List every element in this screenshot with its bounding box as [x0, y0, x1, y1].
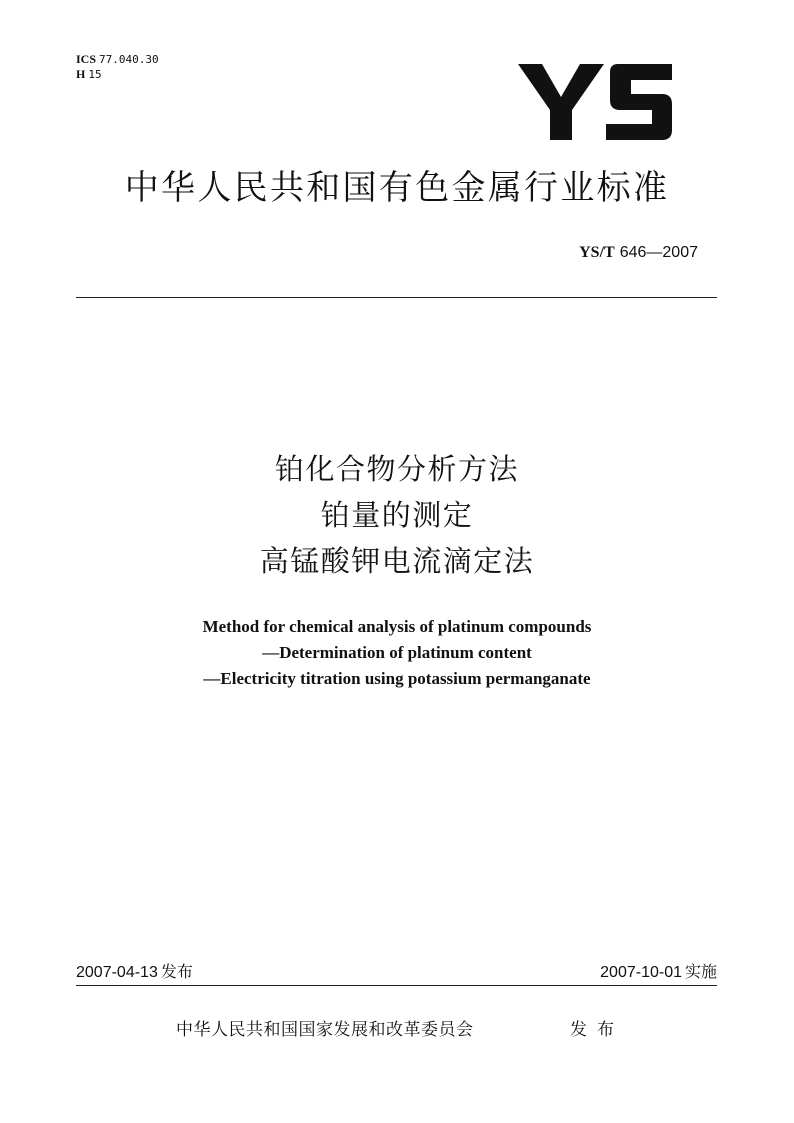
- implementation-date: [600, 962, 717, 983]
- issue-date-value: 2007-04-13: [76, 964, 158, 981]
- chinese-title-line: 高锰酸钾电流滴定法: [259, 544, 535, 578]
- logo-letter-s: [606, 64, 672, 140]
- publisher-name: 中华人民共和国国家发展和改革委员会: [176, 1020, 474, 1040]
- chinese-title-line: 铂化合物分析方法: [274, 452, 519, 486]
- english-title: [0, 614, 794, 692]
- footer-divider: [76, 985, 717, 986]
- issue-date: [76, 962, 193, 983]
- english-title-line: —Determination of platinum content: [262, 643, 532, 662]
- english-title-line: —Electricity titration using potassium permanganate: [203, 669, 591, 688]
- english-title-line: Method for chemical analysis of platinum compounds: [202, 617, 592, 636]
- ics-line: [76, 52, 159, 67]
- standard-prefix: YS/T: [579, 244, 615, 261]
- implementation-date-label: 实施: [684, 962, 717, 981]
- implementation-date-value: 2007-10-01: [600, 964, 682, 981]
- chinese-title: [0, 446, 794, 584]
- ics-label: ICS: [76, 52, 97, 66]
- ys-logo: [516, 58, 676, 146]
- classification-codes: [76, 52, 159, 82]
- ccs-line: [76, 67, 159, 82]
- ccs-label: H: [76, 67, 86, 81]
- issue-date-label: 发布: [160, 962, 193, 981]
- organization-title: 中华人民共和国有色金属行业标准: [124, 168, 670, 208]
- logo-letter-y: [518, 64, 604, 140]
- ics-code: 77.040.30: [99, 53, 159, 66]
- header-divider: [76, 297, 717, 298]
- standard-code: 646—2007: [619, 244, 698, 261]
- publish-label: 发布: [570, 1020, 624, 1040]
- chinese-title-line: 铂量的测定: [320, 498, 474, 532]
- ccs-code: 15: [88, 68, 102, 81]
- standard-number: [579, 242, 698, 263]
